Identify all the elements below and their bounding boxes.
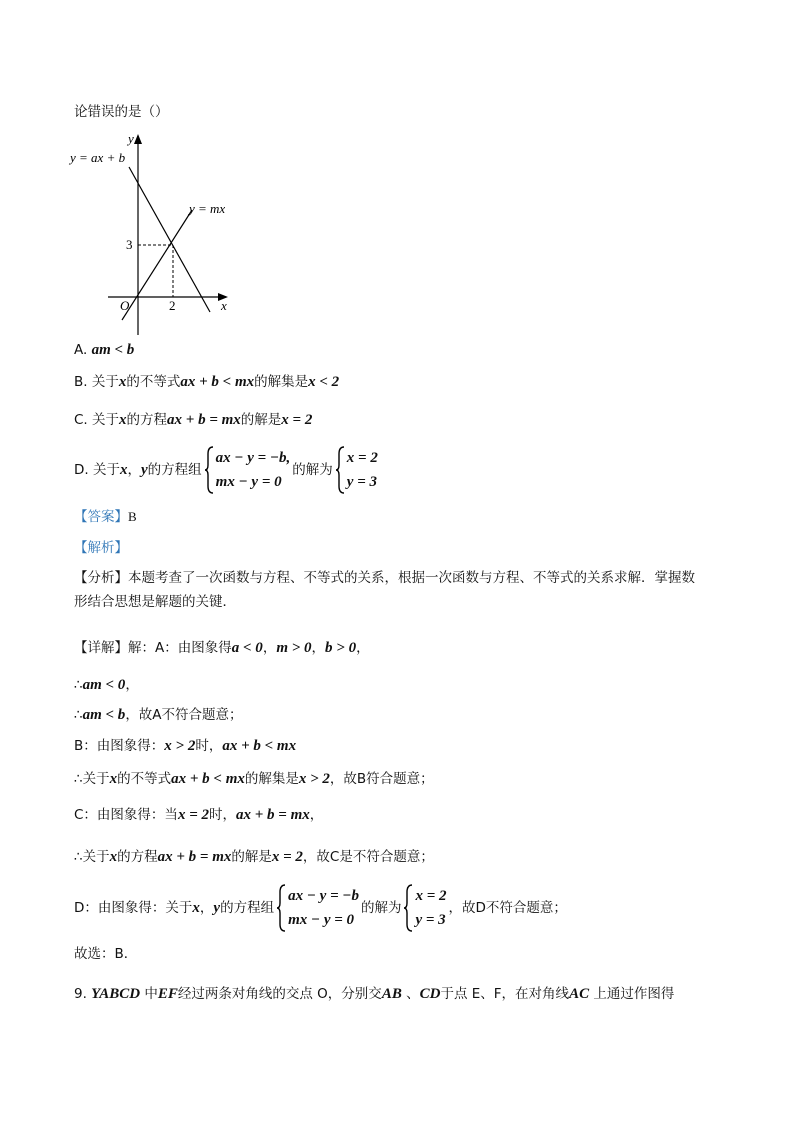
- tick-x-2: 2: [169, 298, 176, 313]
- text-segment: 时，: [209, 807, 236, 823]
- math-expression: x: [119, 412, 127, 428]
- text-segment: 的解集是: [244, 771, 299, 787]
- text-segment: ，故A不符合题意；: [125, 707, 243, 723]
- text-segment: ，: [262, 640, 277, 656]
- analysis-line: [74, 805, 323, 825]
- label-origin: O: [120, 298, 130, 313]
- text-segment: ，故C是不符合题意；: [302, 849, 434, 865]
- text-segment: 、: [401, 986, 420, 1002]
- text-segment: ∴关于: [74, 849, 110, 865]
- text-segment: ，: [309, 807, 324, 823]
- text-segment: D. 关于: [74, 462, 120, 478]
- math-expression: ax + b < mx: [171, 771, 245, 787]
- text-segment: B：由图象得：: [74, 738, 165, 754]
- math-expression: x < 2: [308, 374, 340, 390]
- text-segment: ，: [125, 677, 139, 693]
- math-expression: am < b: [91, 342, 135, 358]
- brace-icon: [204, 446, 214, 494]
- analysis-label: 【解析】: [74, 540, 128, 556]
- math-expression: b > 0: [325, 640, 357, 656]
- equation-row: mx − y = 0: [288, 912, 355, 928]
- text-segment: ，: [356, 640, 370, 656]
- brace-icon: [403, 884, 413, 932]
- label-line-ax-plus-b: y = ax + b: [70, 150, 126, 165]
- math-expression: x: [192, 900, 200, 916]
- equation-row: y = 3: [415, 912, 446, 928]
- text-segment: 的方程: [117, 849, 158, 865]
- text-segment: 的方程组: [147, 462, 202, 478]
- math-expression: a < 0: [231, 640, 263, 656]
- math-expression: x = 2: [281, 412, 313, 428]
- text-segment: A.: [74, 342, 92, 358]
- math-expression: x: [119, 462, 128, 478]
- text-segment: 上通过作图得: [589, 986, 675, 1002]
- math-expression: EF: [157, 986, 178, 1002]
- text-segment: 的解为: [360, 900, 402, 916]
- math-expression: ax + b < mx: [222, 738, 297, 754]
- text-segment: 于点 E、F，在对角线: [440, 986, 570, 1002]
- analysis-line: [74, 769, 434, 789]
- text-segment: ，: [199, 900, 214, 916]
- text-segment: ∴: [74, 677, 83, 693]
- math-expression: am < 0: [82, 677, 126, 693]
- text-segment: 的解是: [240, 412, 282, 428]
- equation-system: [403, 884, 446, 932]
- math-expression: x = 2: [177, 807, 209, 823]
- next-question: [74, 984, 674, 1004]
- text-segment: 时，: [195, 738, 223, 754]
- answer-line: [74, 507, 137, 527]
- text-segment: 经过两条对角线的交点 O，分别交: [177, 986, 382, 1002]
- math-expression: m > 0: [276, 640, 312, 656]
- text-segment: 的解是: [231, 849, 272, 865]
- math-expression: y: [140, 462, 148, 478]
- equation-system: [335, 446, 378, 494]
- text-segment: ∴关于: [74, 771, 110, 787]
- function-graph: [66, 130, 246, 340]
- text-segment: B. 关于: [74, 374, 119, 390]
- math-expression: am < b: [82, 707, 126, 723]
- math-expression: x: [109, 849, 118, 865]
- text-segment: 的方程: [126, 412, 168, 428]
- math-expression: x > 2: [164, 738, 196, 754]
- brace-icon: [276, 884, 286, 932]
- analysis-line: [74, 675, 139, 695]
- label-axis-y: y: [128, 131, 134, 146]
- text-segment: ∴: [74, 707, 83, 723]
- text-segment: 的解集是: [254, 374, 309, 390]
- text-segment: ，: [127, 462, 141, 478]
- text-segment: ，: [311, 640, 326, 656]
- text-segment: 【分析】本题考查了一次函数与方程、不等式的关系，根据一次函数与方程、不等式的关系求解．掌握数: [74, 570, 695, 586]
- math-expression: AB: [381, 986, 402, 1002]
- y-axis-arrow: [134, 134, 142, 144]
- option-b[interactable]: [74, 372, 339, 392]
- math-expression: ax + b < mx: [180, 374, 255, 390]
- text-segment: 的解为: [292, 462, 333, 478]
- tick-y-3: 3: [126, 237, 133, 252]
- label-axis-x: x: [221, 298, 227, 313]
- math-expression: ax + b = mx: [157, 849, 232, 865]
- math-expression: YABCD: [91, 986, 141, 1002]
- text-segment: 9.: [74, 986, 92, 1002]
- equation-row: ax − y = −b: [288, 888, 359, 904]
- text-segment: 的不等式: [126, 374, 181, 390]
- text-segment: ，故D不符合题意；: [448, 900, 567, 916]
- text-segment: D：由图象得：关于: [74, 900, 193, 916]
- analysis-line: [74, 592, 236, 612]
- text-segment: 形结合思想是解题的关键．: [74, 594, 236, 610]
- text-segment: ，故B符合题意；: [329, 771, 434, 787]
- math-expression: y: [213, 900, 221, 916]
- math-expression: x: [109, 771, 118, 787]
- math-expression: x > 2: [298, 771, 330, 787]
- text-segment: 的不等式: [117, 771, 172, 787]
- math-expression: CD: [419, 986, 441, 1002]
- analysis-line: [74, 944, 137, 964]
- math-expression: x: [118, 374, 127, 390]
- option-c[interactable]: [74, 410, 312, 430]
- analysis-line: [74, 705, 243, 725]
- text-segment: C：由图象得：当: [74, 807, 178, 823]
- analysis-line: [74, 638, 370, 658]
- math-expression: ax + b = mx: [167, 412, 241, 428]
- answer-label: 【答案】: [74, 509, 128, 525]
- text-segment: 中: [140, 986, 158, 1002]
- line-mx: [122, 210, 192, 320]
- equation-row: x = 2: [415, 888, 447, 904]
- equation-row: y = 3: [346, 474, 378, 490]
- equation-row: mx − y = 0: [215, 474, 282, 490]
- option-a[interactable]: [74, 340, 134, 360]
- text-segment: 【详解】解：A：由图象得: [74, 640, 232, 656]
- brace-icon: [335, 446, 345, 494]
- text-segment: 的方程组: [220, 900, 275, 916]
- math-expression: ax + b = mx: [236, 807, 310, 823]
- math-expression: AC: [569, 986, 590, 1002]
- analysis-line: [74, 568, 695, 588]
- math-expression: x = 2: [271, 849, 303, 865]
- equation-row: x = 2: [346, 450, 378, 466]
- analysis-line: [74, 847, 434, 867]
- analysis-line: [74, 884, 567, 932]
- equation-system: [276, 884, 359, 932]
- answer-value: B: [128, 509, 137, 524]
- option-d[interactable]: [74, 446, 380, 494]
- equation-row: ax − y = −b,: [215, 450, 291, 466]
- label-line-mx: y = mx: [189, 201, 226, 216]
- text-segment: 故选：B．: [74, 946, 138, 962]
- analysis-line: [74, 736, 296, 756]
- question-intro: 论错误的是（）: [74, 104, 169, 120]
- text-segment: C. 关于: [74, 412, 120, 428]
- equation-system: [204, 446, 291, 494]
